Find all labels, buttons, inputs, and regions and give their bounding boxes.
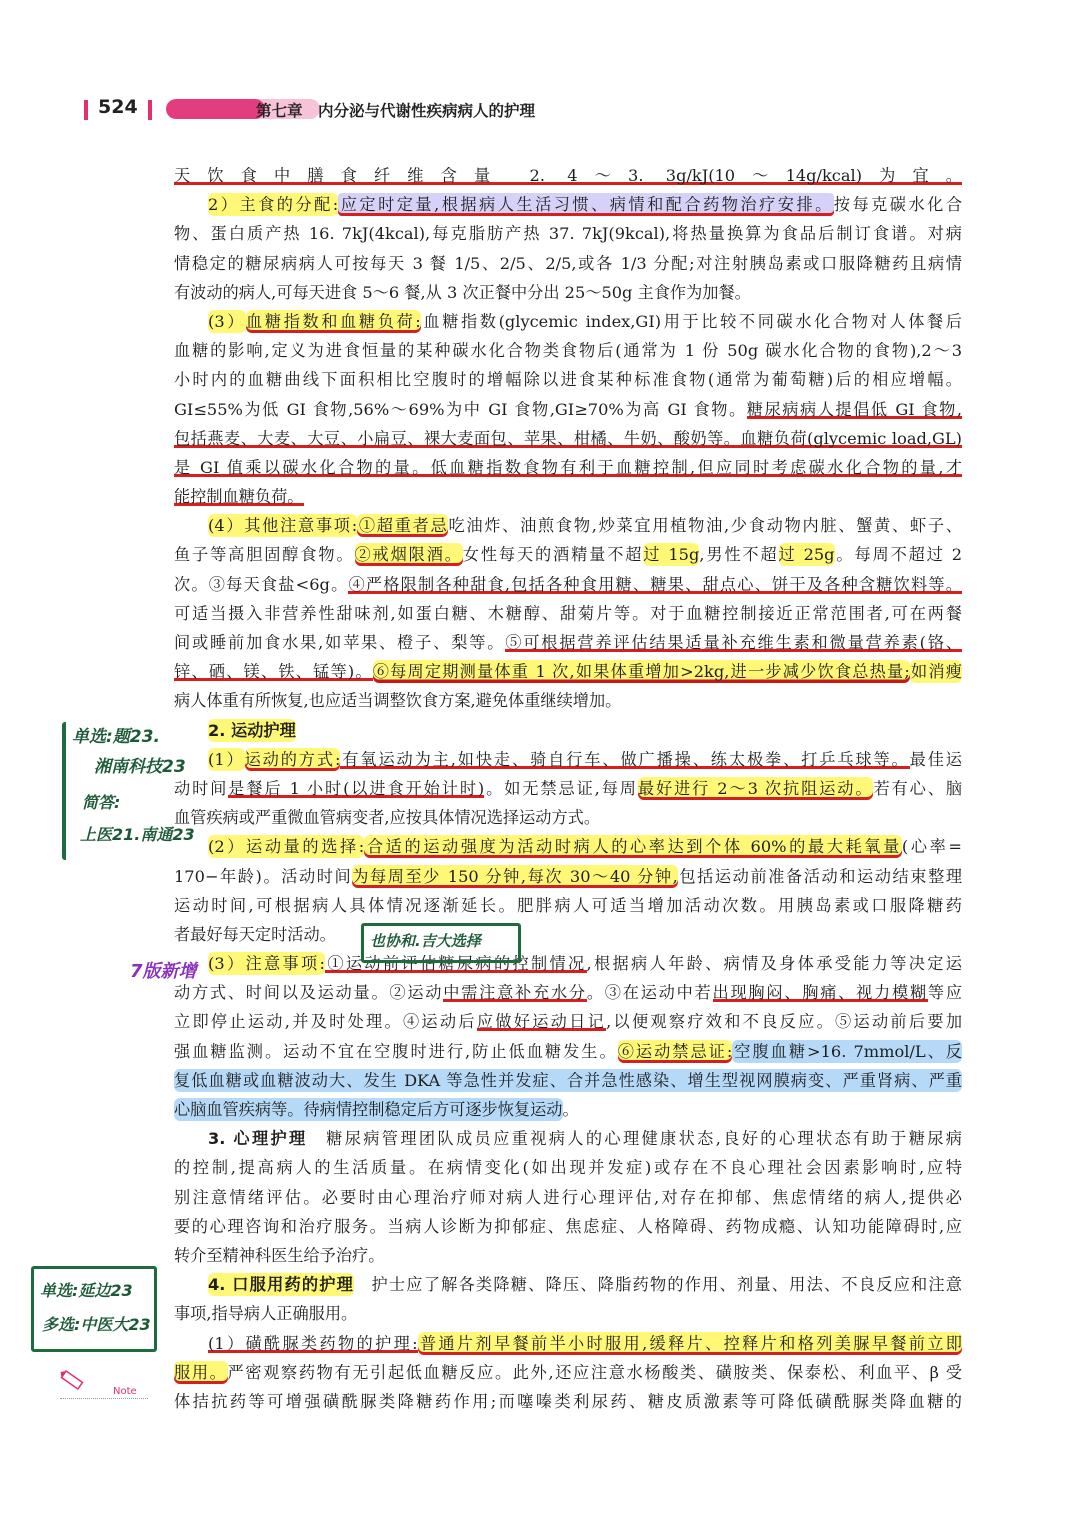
text-run: 女性每天的酒精量不超 <box>462 545 644 565</box>
annotated-text: 3. 心理护理 <box>208 1129 308 1149</box>
text-run: 最佳运 <box>909 749 962 769</box>
text-run: 立即停止运动,并及时处理。④运动后 <box>174 1012 477 1032</box>
text-line <box>174 949 962 978</box>
handwritten-note-2-line-1: 单选:延边23 <box>40 1281 133 1300</box>
note-divider <box>60 1398 148 1399</box>
text-line <box>174 1270 962 1299</box>
text-line <box>174 599 962 628</box>
text-run: 血糖的影响,定义为进食恒量的某种碳水化合物类食物后(通常为 1 份 50g 碳水化合物的食物),2～3 <box>174 341 962 361</box>
text-line <box>174 336 962 365</box>
annotated-text: 空腹血糖>16. 7mmol/L、反 <box>732 1041 962 1061</box>
note-label: Note <box>113 1386 137 1397</box>
annotated-text: ⑤可根据营养评估结果适量补充维生素和微量营养素(铬、 <box>505 633 962 652</box>
text-line <box>174 1358 962 1387</box>
annotated-text: 天饮食中膳食纤维含量 2. 4～3. 3g/kJ(10～14g/kcal)为宜。 <box>174 166 962 185</box>
text-run: 170−年龄)。活动时间 <box>174 866 353 886</box>
annotated-text: 最好进行 2～3 次抗阻运动。 <box>637 778 874 798</box>
annotated-text: (1）磺酰脲类药物的护理: <box>208 1333 418 1353</box>
annotated-text: 普通片剂早餐前半小时服用,缓释片、控释片和格列美脲早餐前立即 <box>417 1333 962 1353</box>
annotated-text: ④严格限制各种甜食,包括各种食用糖、糖果、甜点心、饼干及各种含糖饮料等。 <box>348 574 962 594</box>
text-line <box>174 978 962 1007</box>
text-line <box>174 161 962 190</box>
text-line <box>174 657 962 686</box>
text-run: 可适当摄入非营养性甜味剂,如蛋白糖、木糖醇、甜菊片等。对于血糖控制接近正常范围者,可在两餐 <box>174 603 962 623</box>
text-run: ,以便观察疗效和不良反应。⑤运动前后要加 <box>606 1012 963 1032</box>
handwritten-purple-note: 7版新增 <box>130 961 197 982</box>
text-line <box>174 219 962 248</box>
annotated-text: (3）注意事项: <box>208 954 325 974</box>
annotated-text: 过 15g <box>643 545 700 565</box>
text-line <box>174 424 962 453</box>
text-line <box>174 1007 962 1036</box>
text-run: 若有心、脑 <box>873 778 963 798</box>
text-line <box>174 628 962 657</box>
text-line <box>174 1124 962 1153</box>
annotated-text: 复低血糖或血糖波动大、发生 DKA 等急性并发症、合并急性感染、增生型视网膜病变、严重肾病、严重 <box>174 1070 962 1090</box>
answer-box-text: 也协和.吉大选择 <box>370 932 481 950</box>
text-run: 。③在运动中若 <box>586 983 713 1003</box>
text-line <box>174 1212 962 1241</box>
text-run: 按每克碳水化合 <box>833 195 963 215</box>
text-run: ,根据病人年龄、病情及身体承受能力等决定运 <box>586 954 962 974</box>
annotated-text: (2）运动量的选择: <box>208 837 365 857</box>
text-run: (心率= <box>901 837 962 857</box>
answer-box <box>361 923 521 963</box>
annotated-text: 合适的运动强度为活动时病人的心率达到个体 60%的最大耗氧量 <box>364 837 902 857</box>
text-line <box>174 745 962 774</box>
header-bar-left <box>84 100 88 120</box>
text-run: 情稳定的糖尿病病人可按每天 3 餐 1/5、2/5、2/5,或各 1/3 分配;对注射胰岛素或口服降糖药且病情 <box>174 253 962 273</box>
text-run: 血糖指数(glycemic index,GI)用于比较不同碳水化合物对人体餐后 <box>420 311 962 331</box>
annotated-text: 2. 运动护理 <box>208 720 296 740</box>
annotated-text: 中需注意补充水分 <box>443 983 587 1003</box>
text-run: 鱼子等高胆固醇食物。 <box>174 545 355 565</box>
page-header <box>84 96 1004 124</box>
text-run: 小时内的血糖曲线下面积相比空腹时的增幅除以进食某种标准食物(通常为葡萄糖)后的相应增幅。 <box>174 370 962 390</box>
annotated-text: 2）主食的分配: <box>208 195 339 215</box>
annotated-text: 包括燕麦、大麦、大豆、小扁豆、裸大麦面包、苹果、柑橘、牛奶、酸奶等。 <box>174 428 741 448</box>
annotated-text: 锌、硒、镁、铁、锰等)。 <box>174 662 373 682</box>
annotated-text: 血糖指数和血糖负荷: <box>246 311 421 331</box>
text-line <box>174 307 962 336</box>
text-run: 要的心理咨询和治疗服务。当病人诊断为抑郁症、焦虑症、人格障碍、药物成瘾、认知功能障碍时,应 <box>174 1216 962 1236</box>
text-run: 运动时间,可根据病人具体情况逐渐延长。肥胖病人可适当增加活动次数。用胰岛素或口服降糖药 <box>174 895 962 915</box>
text-run: 体拮抗药等可增强磺酰脲类降糖药作用;而噻嗪类利尿药、糖皮质激素等可降低磺酰脲类降血糖的 <box>174 1391 962 1411</box>
text-line <box>174 365 962 394</box>
text-line <box>174 1183 962 1212</box>
text-line <box>174 1329 962 1358</box>
text-run: 病人体重有所恢复,也应适当调整饮食方案,避免体重继续增加。 <box>174 691 622 711</box>
text-line <box>174 1066 962 1095</box>
text-run: 动时间 <box>174 778 229 798</box>
annotated-text: 4. 口服用药的护理 <box>208 1275 355 1295</box>
header-progress-fill <box>166 99 265 119</box>
text-run: 糖尿病管理团队成员应重视病人的心理健康状态,良好的心理状态有助于糖尿病 <box>307 1129 962 1149</box>
text-line <box>174 862 962 891</box>
page-number: 524 <box>98 96 138 118</box>
text-line <box>174 249 962 278</box>
text-run: 次。③每天食盐<6g。 <box>174 574 349 594</box>
text-run: 动方式、时间以及运动量。②运动 <box>174 983 444 1003</box>
annotated-text: ⑥运动禁忌证: <box>617 1041 733 1061</box>
text-line <box>174 832 962 861</box>
annotated-text: 为每周至少 150 分钟,每次 30～40 分钟, <box>352 866 678 886</box>
annotated-text: (3） <box>208 311 247 331</box>
annotated-text: 糖尿病病人提倡低 GI 食物, <box>746 399 963 419</box>
annotated-text: 服用。 <box>174 1362 228 1382</box>
text-run: 包括运动前准备活动和运动结束整理 <box>677 866 963 886</box>
text-line <box>174 716 962 745</box>
annotated-text: 运动的方式: <box>244 749 341 769</box>
text-run: 血管疾病或严重微血管病变者,应按具体情况选择运动方式。 <box>174 808 601 828</box>
text-run: GI≤55%为低 GI 食物,56%～69%为中 GI 食物,GI≥70%为高 GI 食物。 <box>174 399 747 419</box>
annotated-text: 是餐后 1 小时(以进食开始计时) <box>228 778 485 798</box>
annotated-text: ①超重者忌 <box>357 516 449 536</box>
annotated-text: ⑥每周定期测量体重 1 次,如果体重增加>2kg,进一步减少饮食总热量; <box>372 662 910 682</box>
text-run: 。如无禁忌证,每周 <box>484 778 638 798</box>
text-run: 。 <box>562 1100 579 1119</box>
handwritten-note-1-line-3: 简答: <box>82 793 121 812</box>
text-run: 事项,指导病人正确服用。 <box>174 1304 358 1324</box>
text-line <box>174 190 962 219</box>
text-line <box>174 1387 962 1416</box>
text-line <box>174 803 962 832</box>
annotated-text: 有氧运动为主,如快走、骑自行车、做广播操、练太极拳、打乒乓球等。 <box>340 749 910 769</box>
handwritten-note-2-line-2: 多选:中医大23 <box>42 1315 151 1334</box>
annotated-text: 出现胸闷、胸痛、视力模糊 <box>712 983 928 1003</box>
annotated-text: ②戒烟限酒。 <box>354 545 463 565</box>
text-line <box>174 891 962 920</box>
text-line <box>174 395 962 424</box>
text-run: 物、蛋白质产热 16. 7kJ(4kcal),每克脂肪产热 37. 7kJ(9kcal),将热量换算为食品后制订食谱。对病 <box>174 224 962 244</box>
text-run: 。每周不超过 2 <box>834 545 963 565</box>
pencil-icon <box>57 1367 87 1393</box>
annotated-text: 能控制血糖负荷。 <box>174 487 304 507</box>
handwritten-note-1-line-4: 上医21.南通23 <box>80 825 195 844</box>
annotated-text: (4）其他注意事项: <box>208 516 358 536</box>
annotated-text: 如消瘦 <box>909 662 962 682</box>
text-run: 的控制,提高病人的生活质量。在病情变化(如出现并发症)或存在不良心理社会因素影响时,应特 <box>174 1158 962 1178</box>
text-line <box>174 540 962 569</box>
text-run: 别注意情绪评估。必要时由心理治疗师对病人进行心理评估,对存在抑郁、焦虑情绪的病人,提供必 <box>174 1187 962 1207</box>
text-line <box>174 1299 962 1328</box>
text-line <box>174 482 962 511</box>
page-body <box>174 161 962 1416</box>
text-run: ,男性不超 <box>699 545 779 565</box>
text-run: 等应 <box>927 983 963 1003</box>
header-bar-right <box>148 100 152 120</box>
annotated-text: ①运动前评估糖尿病的控制情况 <box>324 954 587 974</box>
text-line <box>174 686 962 715</box>
text-line <box>174 570 962 599</box>
text-run: 有波动的病人,可每天进食 5～6 餐,从 3 次正餐中分出 25～50g 主食作为加餐。 <box>174 282 751 302</box>
text-run: 吃油炸、油煎食物,炒菜宜用植物油,少食动物内脏、蟹黄、虾子、 <box>448 516 962 536</box>
annotated-text: 应做好运动日记 <box>476 1012 607 1032</box>
text-line <box>174 511 962 540</box>
annotated-text: (1） <box>208 749 245 769</box>
text-line <box>174 1095 962 1124</box>
text-run: 间或睡前加食水果,如苹果、橙子、梨等。 <box>174 633 506 652</box>
text-line <box>174 1037 962 1066</box>
handwritten-note-1-line-1: 单选:题23. <box>72 727 160 747</box>
handwritten-note-1-line-2: 湘南科技23 <box>94 757 186 777</box>
text-run: 强血糖监测。运动不宜在空腹时进行,防止低血糖发生。 <box>174 1041 618 1061</box>
text-line <box>174 920 962 949</box>
text-line <box>174 453 962 482</box>
annotated-text: 应定时定量,根据病人生活习惯、病情和配合药物治疗安排。 <box>338 195 834 215</box>
text-run: 转介至精神科医生给予治疗。 <box>174 1245 385 1265</box>
chapter-title: 第七章 内分泌与代谢性疾病病人的护理 <box>256 102 536 120</box>
annotated-text: 过 25g <box>778 545 835 565</box>
text-line <box>174 278 962 307</box>
text-run: 护士应了解各类降糖、降压、降脂药物的作用、剂量、用法、不良反应和注意 <box>354 1275 962 1295</box>
annotated-text: 是 GI 值乘以碳水化合物的量。低血糖指数食物有利于血糖控制,但应同时考虑碳水化合物的量,才 <box>174 457 962 477</box>
annotated-text: 心脑血管疾病等。待病情控制稳定后方可逐步恢复运动 <box>174 1100 563 1119</box>
text-line <box>174 1153 962 1182</box>
text-run: 者最好每天定时活动。 <box>174 924 336 944</box>
text-run: 严密观察药物有无引起低血糖反应。此外,还应注意水杨酸类、磺胺类、保泰松、利血平、β 受 <box>227 1362 962 1382</box>
text-line <box>174 774 962 803</box>
text-line <box>174 1241 962 1270</box>
annotated-text: 血糖负荷(glycemic load,GL) <box>740 428 962 448</box>
